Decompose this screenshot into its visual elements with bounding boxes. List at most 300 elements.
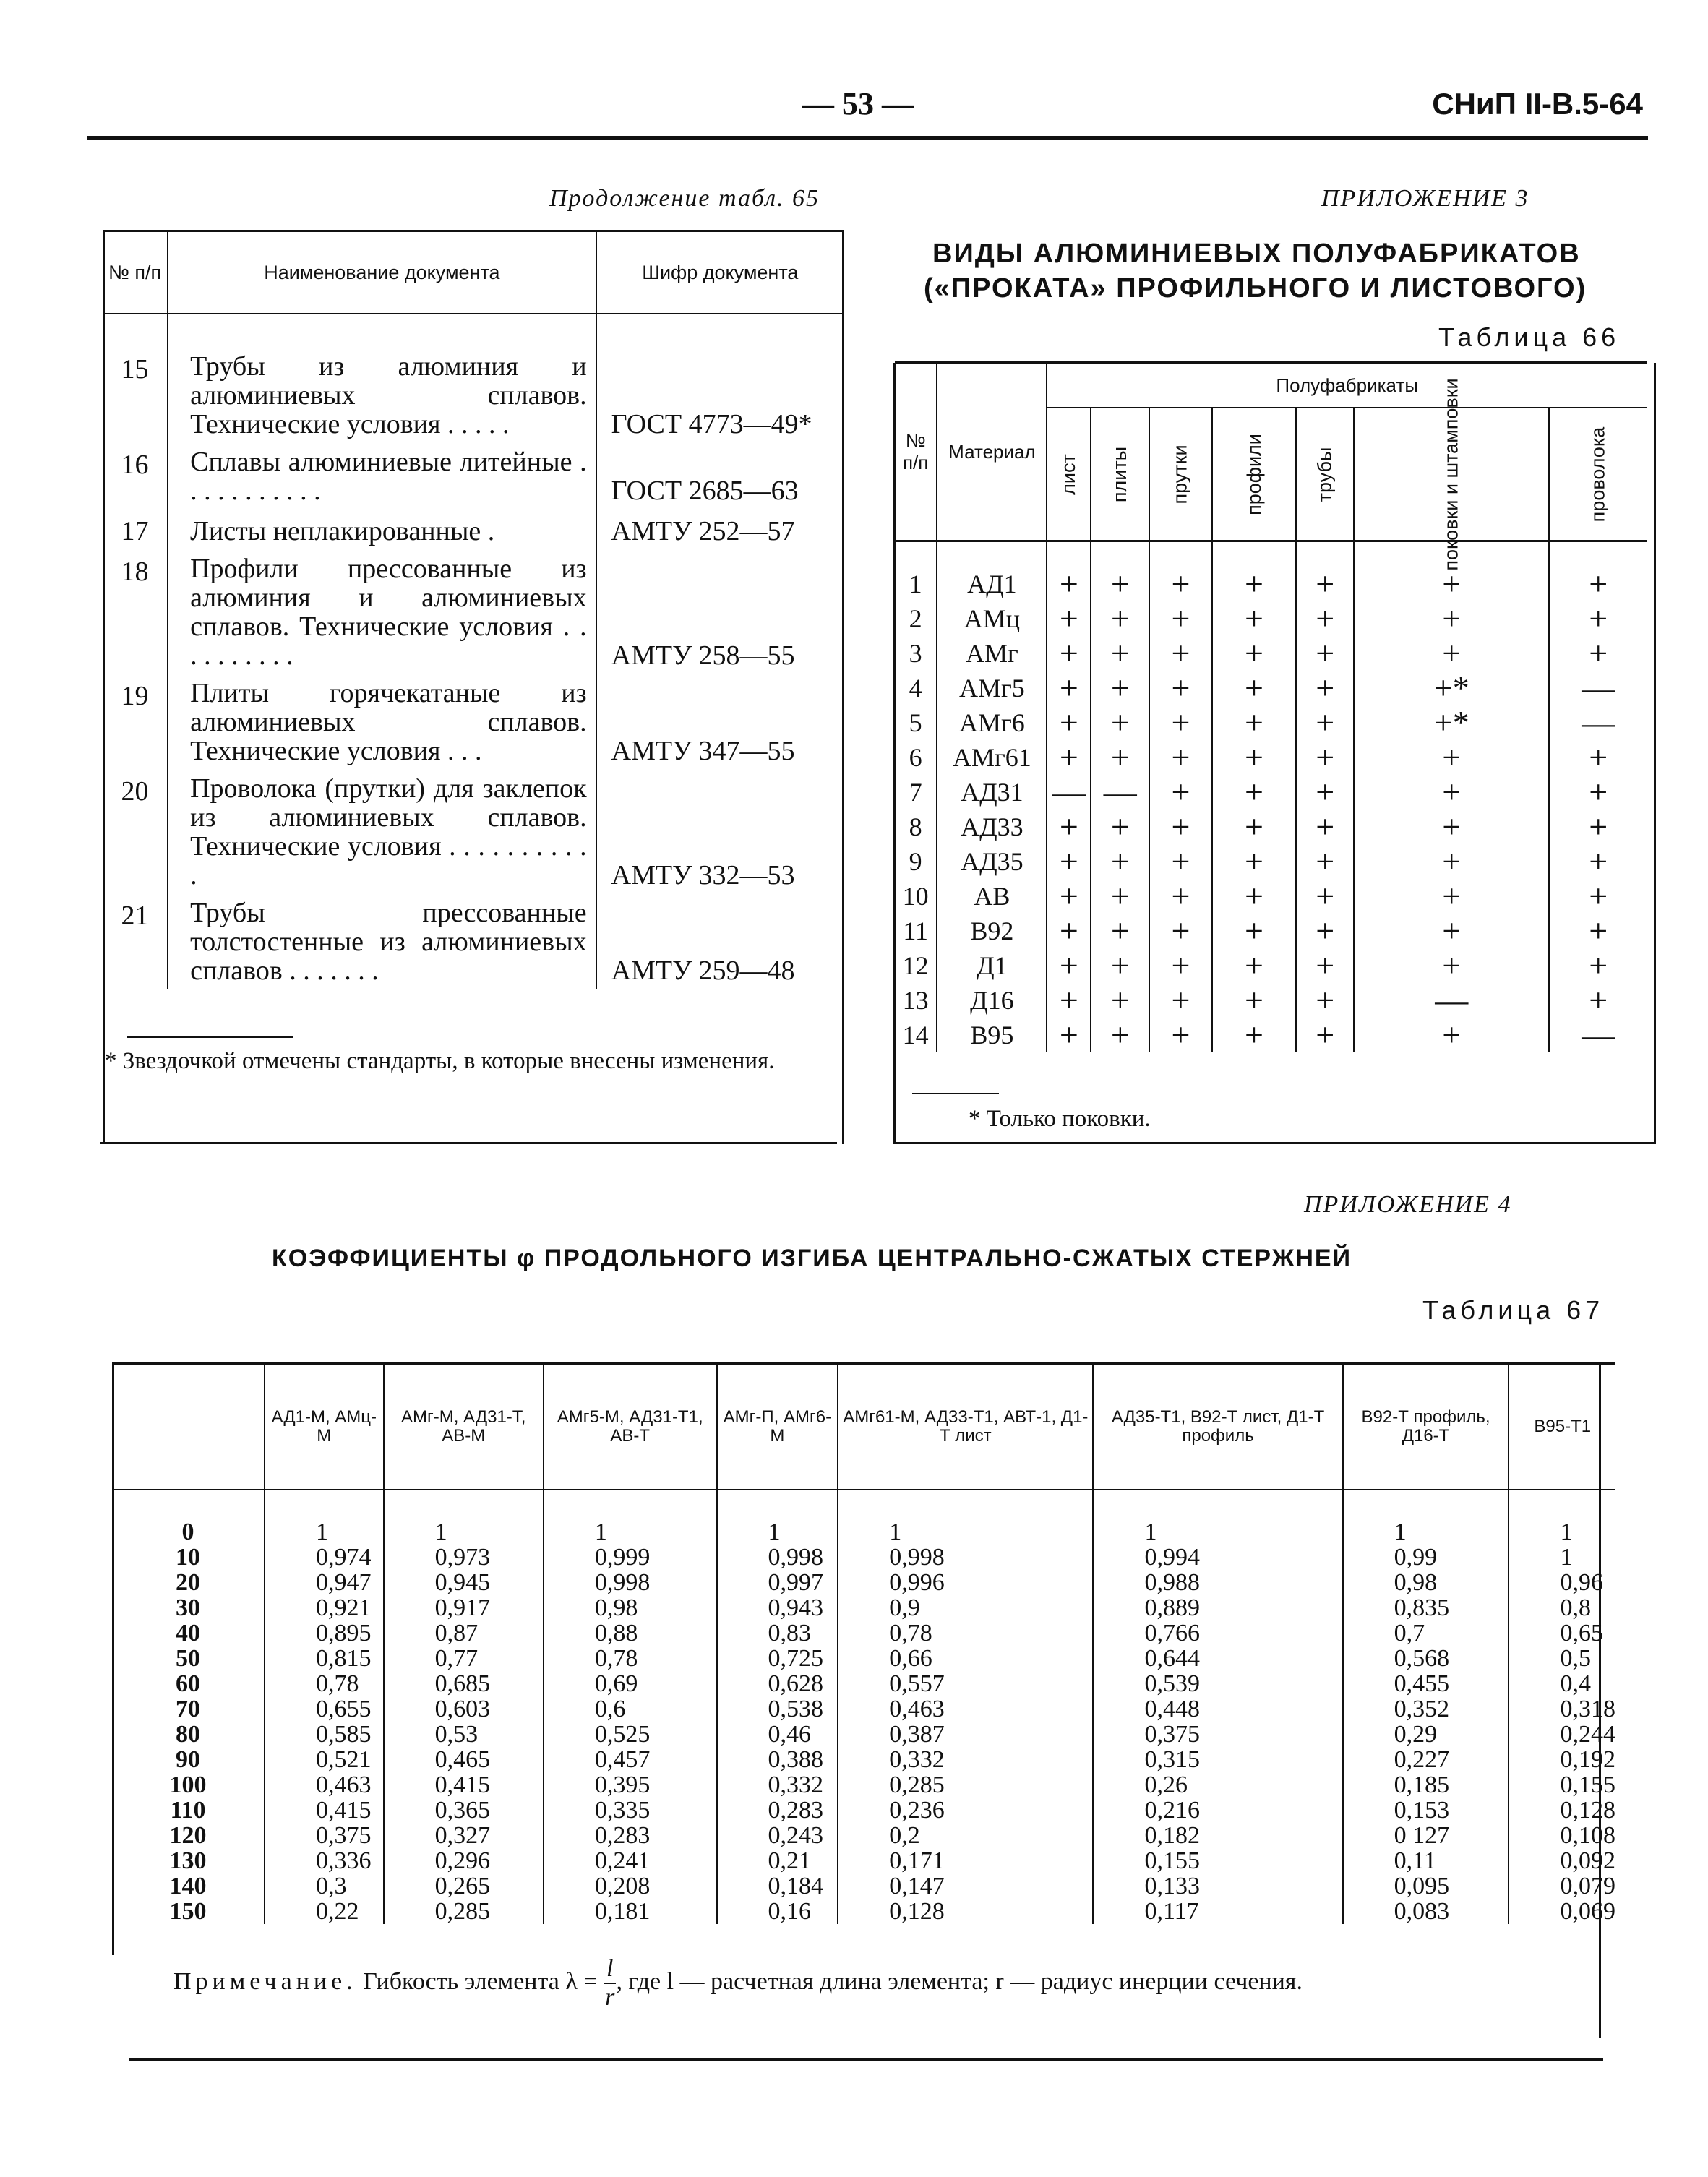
lambda-value: 100 [169, 1772, 207, 1798]
table65-header-code: Шифр документа [596, 231, 844, 314]
table65-row [103, 510, 844, 550]
phi-value: 0,521 [265, 1747, 384, 1772]
phi-value: 0,78 [544, 1646, 717, 1671]
availability-mark: + [1091, 844, 1149, 879]
phi-value: 0,603 [384, 1696, 544, 1722]
phi-value: 0,53 [384, 1722, 544, 1747]
phi-value: 0,947 [265, 1570, 384, 1595]
phi-value: 0,6 [544, 1696, 717, 1722]
phi-value: 0,539 [1093, 1671, 1342, 1696]
row-number: 1 [909, 570, 922, 598]
availability-mark: + [1212, 879, 1297, 914]
material-name: В92 [937, 914, 1047, 948]
phi-value: 0,87 [384, 1620, 544, 1646]
phi-value: 0,568 [1343, 1646, 1509, 1671]
phi-value: 0,244 [1509, 1722, 1615, 1747]
phi-value: 0,538 [717, 1696, 838, 1722]
phi-value: 0,448 [1093, 1696, 1342, 1722]
table66-row [895, 879, 1647, 914]
table66-row [895, 541, 1647, 602]
phi-value: 0,283 [544, 1823, 717, 1848]
phi-value: 0,315 [1093, 1747, 1342, 1772]
table67-row [112, 1696, 1615, 1722]
document-code: АМТУ 258—55 [611, 640, 795, 671]
phi-value: 0,155 [1093, 1848, 1342, 1873]
spacer-row [895, 1052, 1647, 1088]
availability-mark: + [1549, 810, 1647, 844]
phi-value: 0,973 [384, 1545, 544, 1570]
phi-value: 0,465 [384, 1747, 544, 1772]
phi-value: 1 [1509, 1545, 1615, 1570]
availability-mark: + [1296, 541, 1354, 602]
subheader-label: лист [1057, 453, 1080, 495]
lambda-value: 140 [169, 1873, 207, 1899]
table67-note [173, 1955, 1568, 2011]
row-number: 3 [909, 639, 922, 668]
phi-value: 0,185 [1343, 1772, 1509, 1798]
availability-mark: + [1149, 844, 1211, 879]
table67-bottom-border [129, 2058, 1603, 2061]
phi-value: 0,2 [838, 1823, 1093, 1848]
row-number: 12 [902, 951, 929, 980]
phi-value: 0,26 [1093, 1772, 1342, 1798]
phi-value: 0,216 [1093, 1798, 1342, 1823]
material-name: АМг [937, 636, 1047, 671]
availability-mark: + [1212, 810, 1297, 844]
fraction-numerator: l [604, 1955, 616, 1984]
availability-mark: + [1091, 740, 1149, 775]
phi-value: 0,988 [1093, 1570, 1342, 1595]
table65-row [103, 894, 844, 989]
table65-body [103, 314, 844, 989]
availability-mark: + [1149, 983, 1211, 1018]
phi-value: 1 [838, 1490, 1093, 1545]
availability-mark: + [1047, 1018, 1091, 1052]
availability-mark: + [1149, 914, 1211, 948]
table66-title-line2: («ПРОКАТА» ПРОФИЛЬНОГО И ЛИСТОВОГО) [924, 273, 1587, 304]
phi-value: 1 [384, 1490, 544, 1545]
table66-header-group: Полуфабрикаты [1047, 363, 1647, 408]
phi-value: 0,9 [838, 1595, 1093, 1620]
phi-value: 0,395 [544, 1772, 717, 1798]
table65-header-name: Наименование документа [168, 231, 596, 314]
availability-mark: + [1354, 879, 1549, 914]
phi-value: 0,283 [717, 1798, 838, 1823]
row-number: 15 [121, 354, 149, 385]
row-number: 20 [121, 776, 149, 807]
phi-value: 0,644 [1093, 1646, 1342, 1671]
table67-row [112, 1722, 1615, 1747]
material-name: АВ [937, 879, 1047, 914]
spacer-cell [596, 314, 844, 348]
availability-mark: + [1354, 601, 1549, 636]
phi-value: 0,336 [265, 1848, 384, 1873]
lambda-value: 0 [181, 1519, 194, 1545]
availability-mark: — [1354, 983, 1549, 1018]
availability-mark: — [1549, 671, 1647, 705]
availability-mark: + [1212, 948, 1297, 983]
footnote-rule [912, 1093, 999, 1094]
row-number: 14 [902, 1021, 929, 1049]
availability-mark: + [1354, 914, 1549, 948]
availability-mark: + [1212, 636, 1297, 671]
availability-mark: + [1296, 948, 1354, 983]
table66-right-border [1654, 363, 1656, 1143]
phi-value: 0,998 [838, 1545, 1093, 1570]
lambda-value: 80 [176, 1721, 200, 1748]
availability-mark: + [1091, 636, 1149, 671]
availability-mark: + [1549, 844, 1647, 879]
phi-value: 0,463 [838, 1696, 1093, 1722]
phi-value: 0,16 [717, 1899, 838, 1924]
lambda-fraction [604, 1955, 616, 2011]
availability-mark: + [1549, 775, 1647, 810]
table67-row [112, 1570, 1615, 1595]
material-name: Д16 [937, 983, 1047, 1018]
table65-grid [103, 230, 844, 989]
phi-value: 0,285 [838, 1772, 1093, 1798]
alloy-header: АМг-М, АД31-Т, АВ-М [384, 1364, 544, 1490]
table66-row [895, 914, 1647, 948]
phi-value: 0,192 [1509, 1747, 1615, 1772]
availability-mark: + [1296, 1018, 1354, 1052]
phi-value: 0,655 [265, 1696, 384, 1722]
table66-body [895, 541, 1647, 1089]
availability-mark: + [1047, 879, 1091, 914]
phi-value: 0,997 [717, 1570, 838, 1595]
table67-row [112, 1848, 1615, 1873]
availability-mark: + [1296, 983, 1354, 1018]
availability-mark: + [1149, 636, 1211, 671]
phi-value: 0,999 [544, 1545, 717, 1570]
material-name: АМг61 [937, 740, 1047, 775]
phi-value: 0,155 [1509, 1772, 1615, 1798]
spacer-cell [103, 314, 168, 348]
table66-grid [895, 361, 1647, 1088]
lambda-value: 40 [176, 1620, 200, 1646]
document-code: АМТУ 347—55 [611, 736, 795, 766]
availability-mark: + [1354, 844, 1549, 879]
phi-value: 0,917 [384, 1595, 544, 1620]
lambda-value: 30 [176, 1594, 200, 1621]
phi-value: 0,241 [544, 1848, 717, 1873]
phi-value: 0,095 [1343, 1873, 1509, 1899]
material-name: АД33 [937, 810, 1047, 844]
table66-header-num: № п/п [895, 363, 937, 541]
table66-row [895, 671, 1647, 705]
table66-subheader [1354, 377, 1549, 571]
table66 [895, 361, 1647, 1088]
table66-header-material: Материал [937, 363, 1047, 541]
phi-value: 0,78 [265, 1671, 384, 1696]
phi-value: 0,318 [1509, 1696, 1615, 1722]
availability-mark: + [1047, 671, 1091, 705]
availability-mark: + [1212, 541, 1297, 602]
phi-value: 0,296 [384, 1848, 544, 1873]
table67-row [112, 1595, 1615, 1620]
availability-mark: + [1047, 705, 1091, 740]
row-number: 6 [909, 743, 922, 772]
document-code: ГОСТ 2685—63 [611, 476, 799, 506]
availability-mark: + [1149, 740, 1211, 775]
alloy-header: АД35-Т1, В92-Т лист, Д1-Т профиль [1093, 1364, 1342, 1490]
availability-mark: + [1212, 740, 1297, 775]
page-number: — 53 — [802, 86, 914, 121]
material-name: В95 [937, 1018, 1047, 1052]
subheader-label: трубы [1313, 447, 1336, 502]
phi-value: 0,133 [1093, 1873, 1342, 1899]
row-number: 5 [909, 708, 922, 737]
availability-mark: + [1149, 1018, 1211, 1052]
table66-row [895, 948, 1647, 983]
phi-value: 0,11 [1343, 1848, 1509, 1873]
phi-value: 0,998 [544, 1570, 717, 1595]
row-number: 21 [121, 901, 149, 931]
subheader-label: плиты [1109, 446, 1131, 502]
phi-value: 0,7 [1343, 1620, 1509, 1646]
table65-row [103, 674, 844, 770]
phi-value: 0,994 [1093, 1545, 1342, 1570]
availability-mark: + [1549, 983, 1647, 1018]
row-number: 8 [909, 812, 922, 841]
phi-value: 0,108 [1509, 1823, 1615, 1848]
table67-row [112, 1747, 1615, 1772]
availability-mark: + [1549, 879, 1647, 914]
phi-value: 0,079 [1509, 1873, 1615, 1899]
table66-subheader [1047, 408, 1091, 541]
availability-mark: + [1149, 879, 1211, 914]
phi-value: 0,66 [838, 1646, 1093, 1671]
table66-row [895, 810, 1647, 844]
phi-value: 0 127 [1343, 1823, 1509, 1848]
availability-mark: + [1549, 914, 1647, 948]
phi-value: 0,46 [717, 1722, 838, 1747]
availability-mark: + [1296, 740, 1354, 775]
phi-value: 1 [1509, 1490, 1615, 1545]
document-name: Трубы прессованные толстостенные из алюминиевых сплавов . . . . . . . [168, 894, 596, 989]
availability-mark: + [1212, 983, 1297, 1018]
phi-value: 0,236 [838, 1798, 1093, 1823]
availability-mark: + [1212, 705, 1297, 740]
availability-mark: + [1091, 541, 1149, 602]
availability-mark: + [1296, 844, 1354, 879]
note-lead: Примечание. [173, 1967, 357, 1995]
availability-mark: + [1149, 705, 1211, 740]
lambda-value: 10 [176, 1544, 200, 1571]
phi-value: 0,83 [717, 1620, 838, 1646]
phi-value: 0,96 [1509, 1570, 1615, 1595]
phi-value: 0,375 [1093, 1722, 1342, 1747]
availability-mark: + [1047, 541, 1091, 602]
alloy-header: АМг5-М, АД31-Т1, АВ-Т [544, 1364, 717, 1490]
phi-value: 0,265 [384, 1873, 544, 1899]
availability-mark: + [1549, 601, 1647, 636]
phi-value: 0,069 [1509, 1899, 1615, 1924]
table67-label: Таблица 67 [1422, 1295, 1605, 1325]
availability-mark: — [1549, 1018, 1647, 1052]
row-number: 4 [909, 674, 922, 703]
phi-value: 0,585 [265, 1722, 384, 1747]
phi-value: 1 [1093, 1490, 1342, 1545]
lambda-value: 130 [169, 1847, 207, 1874]
availability-mark: + [1047, 636, 1091, 671]
availability-mark: + [1091, 879, 1149, 914]
availability-mark: + [1091, 983, 1149, 1018]
table66-row [895, 1018, 1647, 1052]
row-number: 9 [909, 847, 922, 876]
appendix3-label: ПРИЛОЖЕНИЕ 3 [1321, 185, 1529, 212]
phi-value: 0,455 [1343, 1671, 1509, 1696]
phi-value: 0,29 [1343, 1722, 1509, 1747]
table66-row [895, 844, 1647, 879]
availability-mark: + [1212, 601, 1297, 636]
subheader-label: поковки и штамповки [1440, 377, 1462, 571]
phi-value: 0,184 [717, 1873, 838, 1899]
phi-value: 0,835 [1343, 1595, 1509, 1620]
phi-value: 0,332 [838, 1747, 1093, 1772]
availability-mark: + [1149, 948, 1211, 983]
availability-mark: + [1354, 810, 1549, 844]
phi-value: 0,117 [1093, 1899, 1342, 1924]
table66-label: Таблица 66 [1438, 322, 1621, 352]
availability-mark: + [1549, 740, 1647, 775]
availability-mark: + [1549, 541, 1647, 602]
phi-value: 0,557 [838, 1671, 1093, 1696]
phi-value: 0,921 [265, 1595, 384, 1620]
availability-mark: + [1091, 671, 1149, 705]
fraction-denominator: r [605, 1984, 615, 2011]
alloy-header: АМг-П, АМг6-М [717, 1364, 838, 1490]
phi-value: 0,128 [1509, 1798, 1615, 1823]
material-name: Д1 [937, 948, 1047, 983]
availability-mark: + [1047, 914, 1091, 948]
phi-value: 0,092 [1509, 1848, 1615, 1873]
note-text-2: , где l — расчетная длина элемента; r — радиус инерции сечения. [616, 1967, 1303, 1995]
availability-mark: + [1047, 740, 1091, 775]
availability-mark: + [1091, 948, 1149, 983]
phi-value: 0,352 [1343, 1696, 1509, 1722]
availability-mark: + [1212, 844, 1297, 879]
phi-value: 0,725 [717, 1646, 838, 1671]
phi-value: 0,388 [717, 1747, 838, 1772]
phi-value: 0,78 [838, 1620, 1093, 1646]
table65-continuation-label: Продолжение табл. 65 [549, 185, 820, 212]
alloy-header: В95-Т1 [1509, 1364, 1615, 1490]
lambda-value: 60 [176, 1670, 200, 1697]
phi-value: 0,457 [544, 1747, 717, 1772]
table67-row [112, 1873, 1615, 1899]
availability-mark: + [1549, 636, 1647, 671]
alloy-header: В92-Т профиль, Д16-Т [1343, 1364, 1509, 1490]
phi-value: 0,766 [1093, 1620, 1342, 1646]
document-name: Проволока (прутки) для заклепок из алюминиевых сплавов. Технические условия . . . . . . . . . . . [168, 770, 596, 894]
availability-mark: + [1091, 1018, 1149, 1052]
phi-value: 0,387 [838, 1722, 1093, 1747]
row-number: 16 [121, 450, 149, 480]
material-name: АМг6 [937, 705, 1047, 740]
lambda-value: 150 [169, 1898, 207, 1925]
availability-mark: +* [1354, 705, 1549, 740]
subheader-label: прутки [1169, 444, 1191, 504]
lambda-value: 110 [170, 1797, 206, 1824]
table66-footnote: * Только поковки. [969, 1106, 1151, 1132]
table66-row [895, 636, 1647, 671]
table67 [112, 1362, 1615, 1924]
availability-mark: + [1549, 948, 1647, 983]
table65-row [103, 348, 844, 443]
availability-mark: + [1149, 541, 1211, 602]
availability-mark: + [1296, 636, 1354, 671]
subheader-label: проволока [1587, 426, 1609, 522]
material-name: АМц [937, 601, 1047, 636]
availability-mark: + [1149, 775, 1211, 810]
document-name: Листы неплакированные . [168, 510, 596, 550]
table66-row [895, 740, 1647, 775]
lambda-value: 90 [176, 1746, 200, 1773]
phi-value: 1 [717, 1490, 838, 1545]
phi-value: 0,327 [384, 1823, 544, 1848]
phi-value: 0,285 [384, 1899, 544, 1924]
table65-row [103, 550, 844, 674]
document-name: Профили прессованные из алюминия и алюминиевых сплавов. Технические условия . . . . . . . . . . [168, 550, 596, 674]
appendix4-label: ПРИЛОЖЕНИЕ 4 [1304, 1191, 1512, 1218]
phi-value: 0,181 [544, 1899, 717, 1924]
document-name: Сплавы алюминиевые литейные . . . . . . . . . . . [168, 443, 596, 510]
phi-value: 0,98 [1343, 1570, 1509, 1595]
note-text-1: Гибкость элемента λ = [363, 1967, 598, 1995]
phi-value: 0,335 [544, 1798, 717, 1823]
availability-mark: — [1047, 775, 1091, 810]
phi-value: 0,815 [265, 1646, 384, 1671]
availability-mark: + [1296, 879, 1354, 914]
availability-mark: + [1047, 948, 1091, 983]
material-name: АД35 [937, 844, 1047, 879]
row-number: 19 [121, 681, 149, 711]
alloy-header: АД1-М, АМц-М [265, 1364, 384, 1490]
availability-mark: + [1354, 948, 1549, 983]
phi-value: 0,525 [544, 1722, 717, 1747]
phi-value: 0,77 [384, 1646, 544, 1671]
table66-subheader [1091, 408, 1149, 541]
table66-row [895, 601, 1647, 636]
phi-value: 0,945 [384, 1570, 544, 1595]
spacer-cell [168, 314, 596, 348]
availability-mark: + [1047, 844, 1091, 879]
spacer-cell [895, 1052, 1647, 1088]
table67-row [112, 1798, 1615, 1823]
phi-value: 0,628 [717, 1671, 838, 1696]
availability-mark: + [1091, 914, 1149, 948]
phi-value: 0,208 [544, 1873, 717, 1899]
lambda-value: 50 [176, 1645, 200, 1672]
lambda-value: 20 [176, 1569, 200, 1596]
row-number: 11 [903, 916, 928, 945]
phi-value: 0,943 [717, 1595, 838, 1620]
availability-mark: + [1296, 601, 1354, 636]
availability-mark: + [1296, 671, 1354, 705]
row-number: 18 [121, 557, 149, 587]
row-number: 10 [902, 882, 929, 911]
table67-row [112, 1620, 1615, 1646]
phi-value: 0,65 [1509, 1620, 1615, 1646]
row-number: 17 [121, 516, 149, 546]
availability-mark: + [1354, 740, 1549, 775]
material-name: АМг5 [937, 671, 1047, 705]
document-code: АМТУ 252—57 [611, 516, 795, 546]
availability-mark: + [1354, 775, 1549, 810]
phi-value: 0,243 [717, 1823, 838, 1848]
table65-header-num: № п/п [103, 231, 168, 314]
